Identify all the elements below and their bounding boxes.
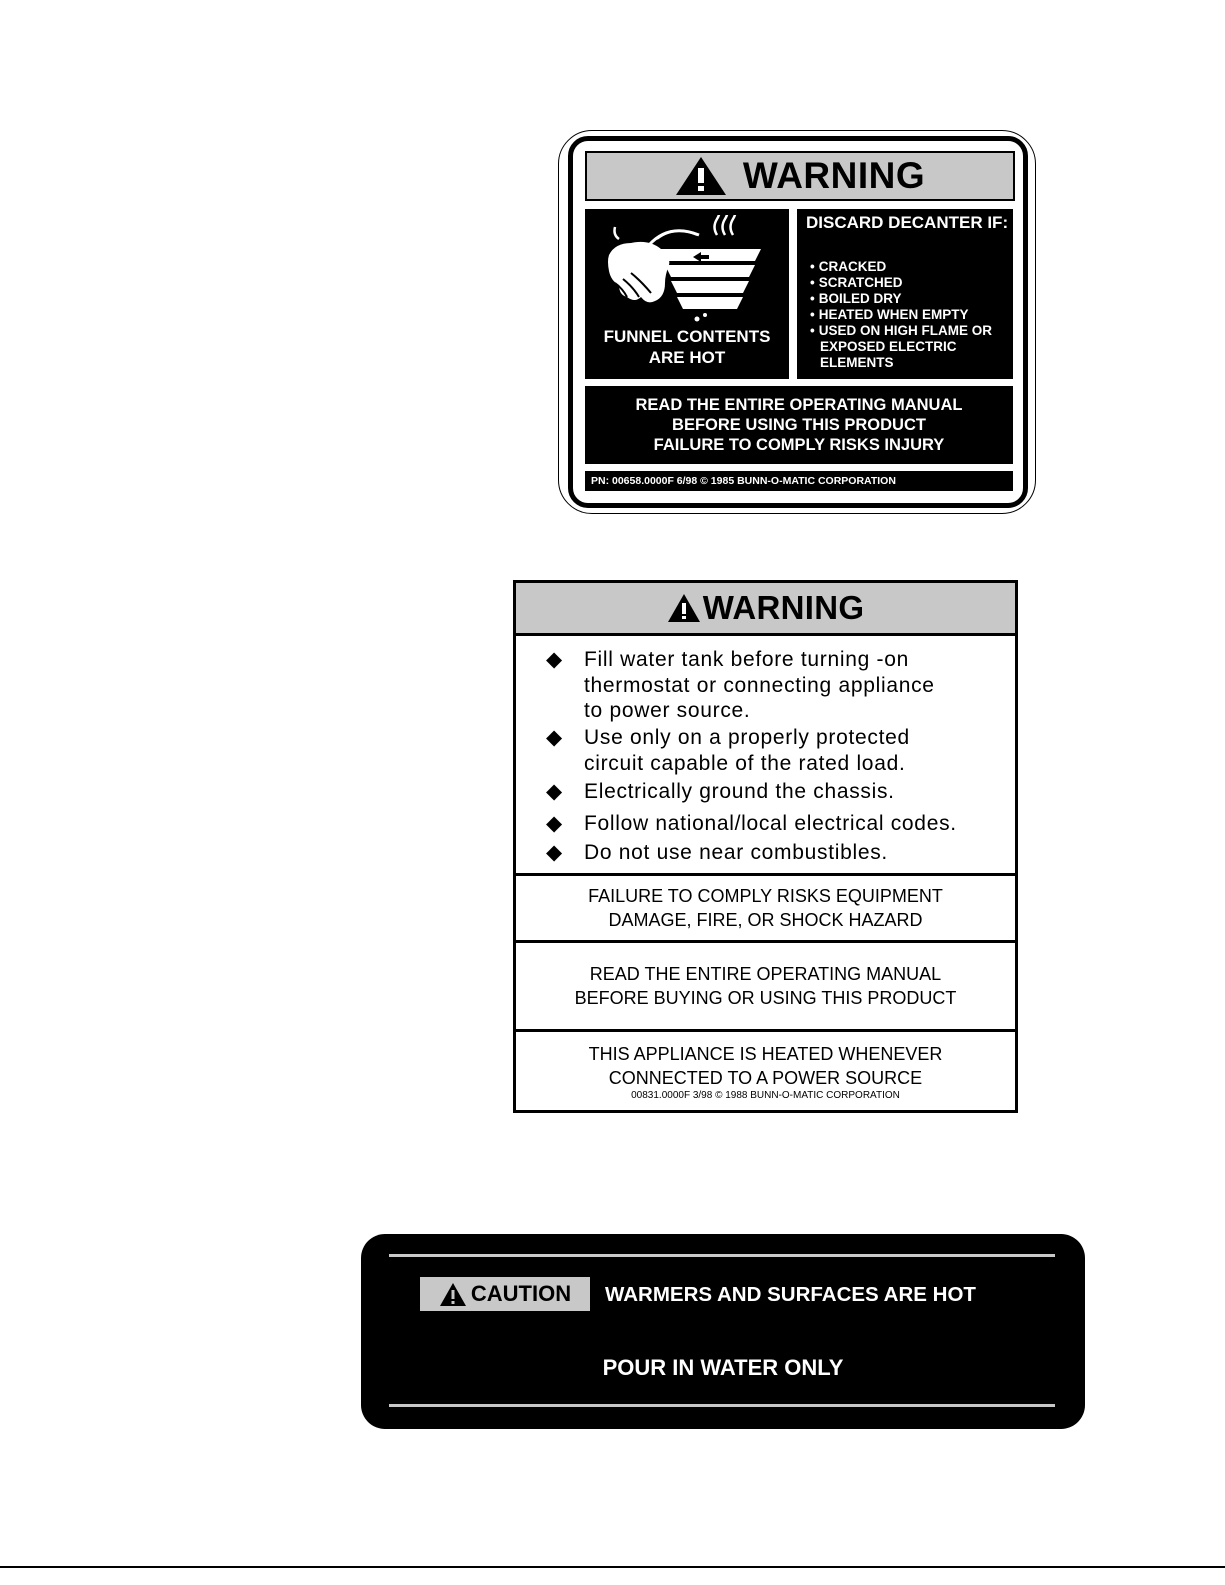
notice-line: READ THE ENTIRE OPERATING MANUAL — [589, 964, 942, 984]
warning-triangle-icon — [675, 156, 727, 196]
list-item — [546, 647, 935, 724]
decanter-warning-label — [558, 130, 1036, 514]
read-manual-notice — [516, 943, 1015, 1032]
hot-line-1: FUNNEL CONTENTS — [603, 327, 771, 346]
diamond-bullet-icon: ◆ — [546, 780, 563, 803]
divider — [389, 1404, 1055, 1407]
divider — [389, 1254, 1055, 1257]
caution-label — [361, 1234, 1085, 1429]
warning-header — [585, 151, 1015, 201]
read-line: FAILURE TO COMPLY RISKS INJURY — [653, 436, 945, 454]
list-line: thermostat or connecting appliance — [584, 673, 935, 697]
list-line: Do not use near combustibles. — [584, 841, 888, 864]
appliance-heated-notice — [516, 1032, 1015, 1112]
electrical-warning-label — [513, 580, 1018, 1113]
label-frame — [568, 136, 1028, 508]
warning-title: WARNING — [742, 155, 926, 196]
list-line: Use only on a properly protected — [584, 726, 910, 749]
discard-list — [810, 259, 1010, 371]
discard-item: • USED ON HIGH FLAME OR EXPOSED ELECTRIC ELEMENTS — [810, 323, 1010, 371]
diamond-bullet-icon: ◆ — [546, 812, 563, 835]
discard-item: • SCRATCHED — [810, 275, 1010, 291]
discard-item: • BOILED DRY — [810, 291, 1010, 307]
hot-line-2: ARE HOT — [648, 348, 726, 367]
failure-notice — [516, 876, 1015, 943]
notice-line: BEFORE BUYING OR USING THIS PRODUCT — [574, 988, 957, 1008]
read-line: BEFORE USING THIS PRODUCT — [672, 416, 926, 434]
notice-line: THIS APPLIANCE IS HEATED WHENEVER — [588, 1044, 943, 1064]
part-number-footer: PN: 00658.0000F 6/98 © 1985 BUNN-O-MATIC CORPORATION — [585, 471, 1013, 491]
hot-contents-text — [585, 326, 789, 368]
read-line: READ THE ENTIRE OPERATING MANUAL — [635, 396, 963, 414]
part-number-footer: 00831.0000F 3/98 © 1988 BUNN-O-MATIC CORPORATION — [631, 1090, 900, 1101]
read-manual-panel — [585, 386, 1013, 464]
hot-funnel-hand-icon — [605, 215, 775, 325]
list-item — [546, 840, 888, 866]
warning-header — [516, 583, 1015, 636]
hot-contents-panel — [585, 209, 789, 379]
caution-word: CAUTION — [470, 1281, 572, 1306]
warning-triangle-icon — [667, 593, 701, 623]
caution-badge — [420, 1277, 590, 1311]
warning-list — [516, 636, 1015, 876]
notice-line: CONNECTED TO A POWER SOURCE — [608, 1068, 923, 1088]
list-item — [546, 779, 895, 805]
page-bottom-rule — [0, 1566, 1225, 1568]
diamond-bullet-icon: ◆ — [546, 841, 563, 864]
hot-surfaces-text: WARMERS AND SURFACES ARE HOT — [605, 1283, 976, 1306]
notice-line: DAMAGE, FIRE, OR SHOCK HAZARD — [608, 910, 923, 930]
discard-item: • CRACKED — [810, 259, 1010, 275]
list-line: Fill water tank before turning -on — [584, 648, 909, 671]
list-line: Electrically ground the chassis. — [584, 780, 895, 803]
diamond-bullet-icon: ◆ — [546, 648, 563, 671]
warning-triangle-icon — [439, 1282, 467, 1307]
list-line: to power source. — [584, 699, 751, 722]
list-line: Follow national/local electrical codes. — [584, 812, 957, 835]
discard-item: • HEATED WHEN EMPTY — [810, 307, 1010, 323]
discard-heading: DISCARD DECANTER IF: — [806, 213, 1009, 232]
warning-title: WARNING — [702, 589, 865, 626]
list-line: circuit capable of the rated load. — [584, 751, 906, 775]
discard-decanter-panel — [797, 209, 1013, 379]
list-item — [546, 725, 910, 776]
diamond-bullet-icon: ◆ — [546, 726, 563, 749]
list-item — [546, 811, 957, 837]
pour-water-text: POUR IN WATER ONLY — [602, 1355, 844, 1380]
notice-line: FAILURE TO COMPLY RISKS EQUIPMENT — [588, 886, 943, 906]
